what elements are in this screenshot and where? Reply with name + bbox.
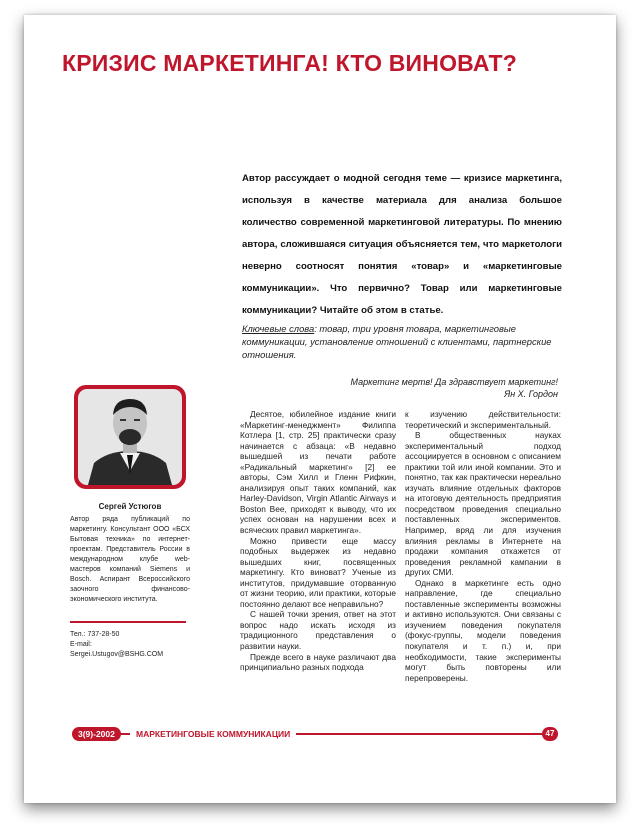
author-photo: [74, 385, 186, 489]
epigraph-quote: Маркетинг мертв! Да здравствует маркетинг!: [350, 377, 558, 387]
author-block: [70, 502, 190, 605]
page-footer: [72, 727, 558, 741]
author-phone: Тел.: 737-28-50: [70, 631, 120, 638]
paragraph: Прежде всего в науке различают два принципиально разных подхода: [240, 651, 396, 673]
keywords-text: : товар, три уровня товара, маркетинговые коммуникации, установление отношений с клиентами, партнерские отношения.: [242, 323, 552, 360]
article-title: КРИЗИС МАРКЕТИНГА! КТО ВИНОВАТ?: [62, 50, 518, 76]
author-bio: Автор ряда публикаций по маркетингу. Консультант ООО «БСХ Бытовая техника» по интернет-проектам. Представитель России в международном клубе web-мастеров компаний Siemens и Bosch. Аспирант Всероссийского заочного финансово-экономического института.: [70, 516, 190, 603]
keywords-label: Ключевые слова: [242, 323, 315, 334]
paragraph: Можно привести еще массу подобных выдержек из недавно вышедших книг, посвященных маркетингу. Кто виноват? Ученые из институтов, придумавшие оторванную от жизни теорию, или практики, которые постоянно делают все неправильно?: [240, 535, 396, 609]
body-column-1: [240, 409, 396, 673]
paragraph-continued: к изучению действительности: теоретический и экспериментальный.: [405, 409, 561, 430]
paragraph: В общественных науках экспериментальный подход ассоциируется в основном с описанием практики той или иной компании. Это и понятно, так как практически нереально изучать влияние отдельных факторов на итоговую деятельность предприятия посредством проведения специально поставленных экспериментов. Например, вряд ли для изучения влияния рекламы в Интернете на продажи компания откажется от проведения рекламной кампании в других СМИ.: [405, 430, 561, 578]
epigraph-author: Ян Х. Гордон: [504, 389, 558, 399]
paragraph: Однако в маркетинге есть одно направление, где специально поставленные эксперименты возможны и активно используются. Они связаны с изучением поведения покупателя (фокус-группы, модели поведения покупателя и т. п.) и, при необходимости, такие эксперименты могут быть повторены или перепроверены.: [405, 577, 561, 683]
page-number: 47: [542, 727, 558, 741]
issue-badge: 3(9)-2002: [72, 727, 121, 741]
journal-name: МАРКЕТИНГОВЫЕ КОММУНИКАЦИИ: [130, 727, 296, 741]
author-email[interactable]: Sergei.Ustugov@BSHG.COM: [70, 651, 164, 658]
author-name: Сергей Устюгов: [98, 502, 162, 511]
epigraph: [351, 376, 558, 400]
paragraph: Десятое, юбилейное издание книги «Маркетинг-менеджмент» Филиппа Котлера [1, стр. 25] практически сразу начинается с абзаца: «В недавно вышедшей из печати работе «Радикальный маркетинг» [2] ее авторы, Сэм Хилл и Гленн Рифкин, анализируя опыт таких компаний, как Harley-Davidson, Virgin Atlantic Airways и Boston Bee, приходят к выводу, что их успех основан на нарушении всех и всяческих правил маркетинга».: [240, 409, 396, 536]
divider: [70, 621, 186, 623]
article-abstract: Автор рассуждает о модной сегодня теме — кризисе маркетинга, используя в качестве материала для анализа большое количество современной маркетинговой литературы. По мнению автора, сложившаяся ситуация объясняется тем, что маркетологи неверно соотносят понятия «товар» и «маркетинговые коммуникации». Что первично? Товар или маркетинговые коммуникации? Читайте об этом в статье.: [242, 173, 562, 316]
keywords: [242, 322, 562, 361]
body-column-2: [405, 409, 561, 683]
paragraph: С нашей точки зрения, ответ на этот вопрос надо искать исходя из традиционного представления о развитии науки.: [240, 609, 396, 652]
author-contacts: [70, 630, 163, 660]
author-email-label: E-mail:: [70, 641, 92, 648]
